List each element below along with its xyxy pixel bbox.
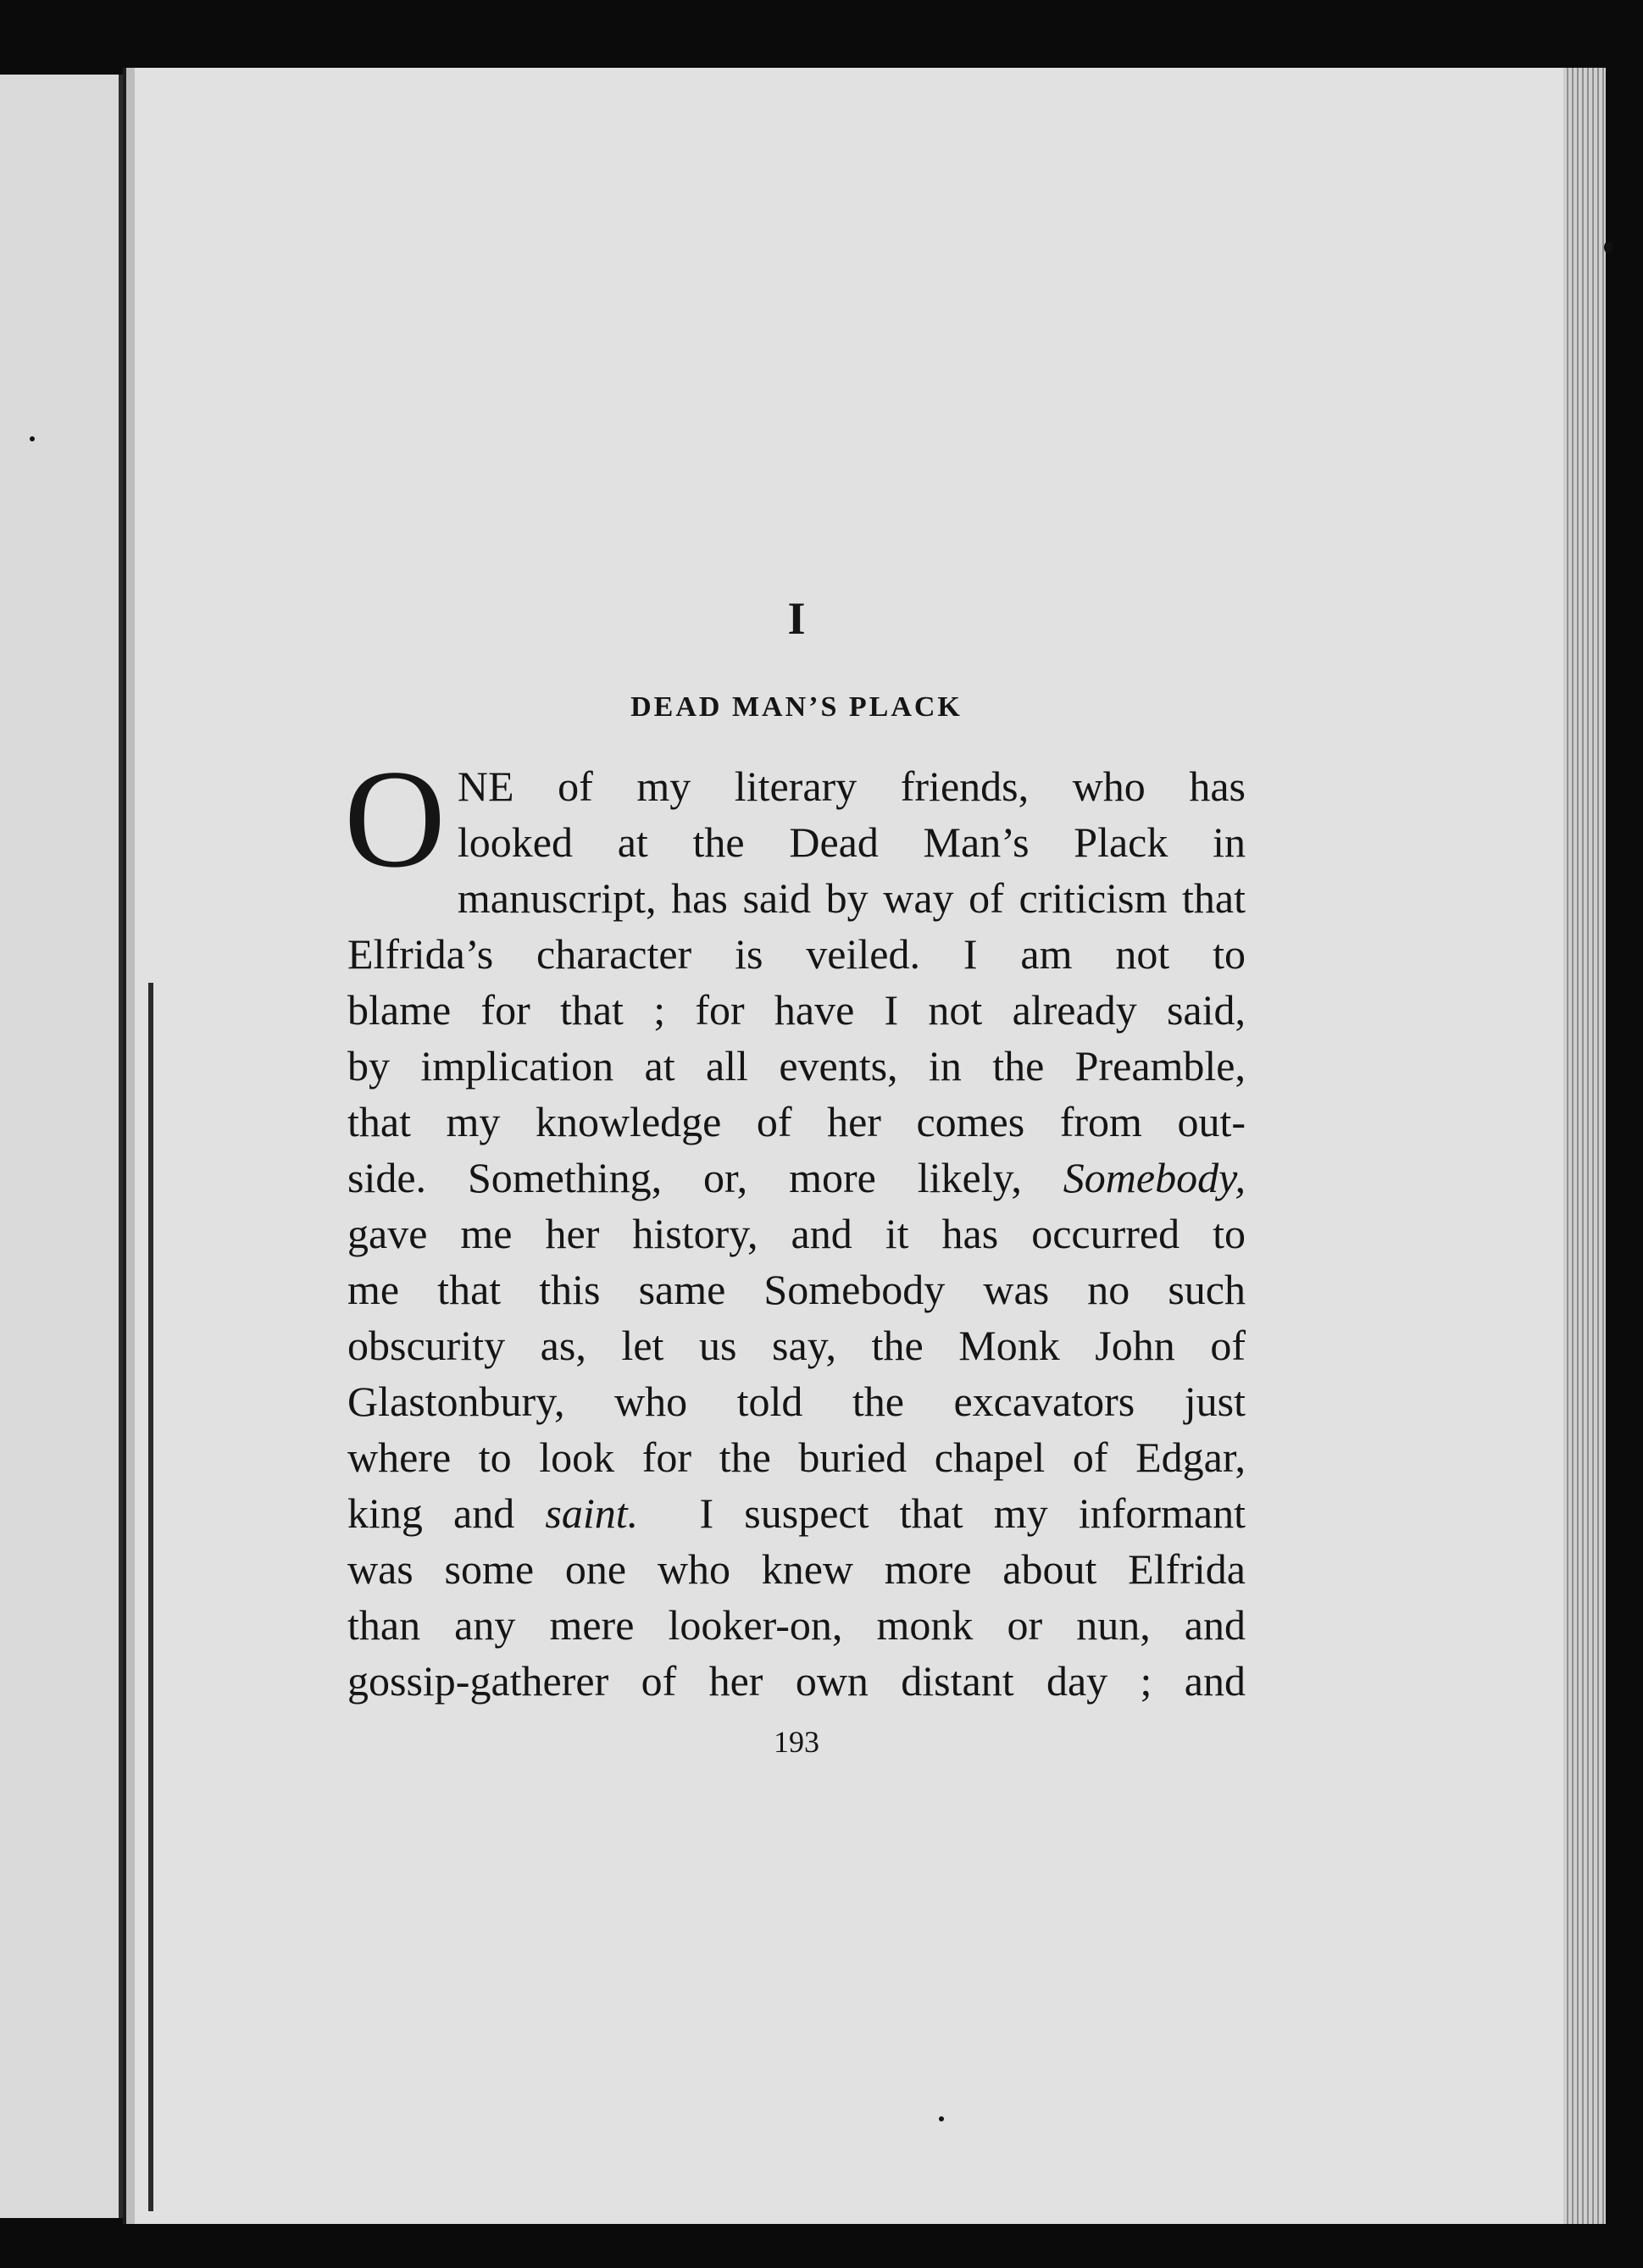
speck [30, 436, 35, 441]
text-line: than any mere looker-on, monk or nun, and [347, 1601, 1246, 1649]
text-line: Elfrida’s character is veiled. I am not to [347, 930, 1246, 978]
left-page-strip [0, 75, 123, 2218]
text-line: that my knowledge of her comes from out- [347, 1098, 1246, 1145]
text-line: looked at the Dead Man’s Plack in [457, 818, 1246, 866]
page-edges [1563, 68, 1606, 2224]
speck [1604, 241, 1612, 253]
page-content [344, 593, 1246, 1760]
text-line: me that this same Somebody was no such [347, 1266, 1246, 1313]
text-line: was some one who knew more about Elfrida [347, 1545, 1246, 1593]
text-segment: side. Something, or, more likely, [347, 1154, 1022, 1201]
body-text [344, 740, 1246, 1709]
text-line: where to look for the buried chapel of Edgar, [347, 1433, 1246, 1481]
speck [939, 2116, 944, 2121]
drop-cap: O [344, 740, 446, 896]
text-line: blame for that ; for have I not already said, [347, 986, 1246, 1034]
text-line: gave me her history, and it has occurred to [347, 1210, 1246, 1257]
scan-border [1606, 68, 1643, 2224]
gutter-shadow-line [148, 983, 153, 2211]
chapter-title: DEAD MAN’S PLACK [630, 691, 963, 723]
page-number: 193 [774, 1725, 819, 1759]
text-line: NE of my literary friends, who has [457, 762, 1246, 810]
text-segment: king and [347, 1489, 515, 1537]
text-segment: I suspect that my informant [699, 1489, 1246, 1537]
italic-word: Somebody, [1063, 1154, 1246, 1201]
page-gutter [123, 68, 135, 2224]
text-line: Glastonbury, who told the excavators just [347, 1378, 1246, 1425]
text-line: by implication at all events, in the Preamble, [347, 1042, 1246, 1090]
text-line: obscurity as, let us say, the Monk John of [347, 1322, 1246, 1369]
text-line [347, 1150, 1246, 1206]
text-line: manuscript, has said by way of criticism that [457, 874, 1246, 922]
text-line [347, 1485, 1246, 1541]
text-line: gossip-gatherer of her own distant day ; and [347, 1657, 1246, 1705]
chapter-number: I [787, 593, 806, 644]
italic-word: saint. [545, 1489, 639, 1537]
